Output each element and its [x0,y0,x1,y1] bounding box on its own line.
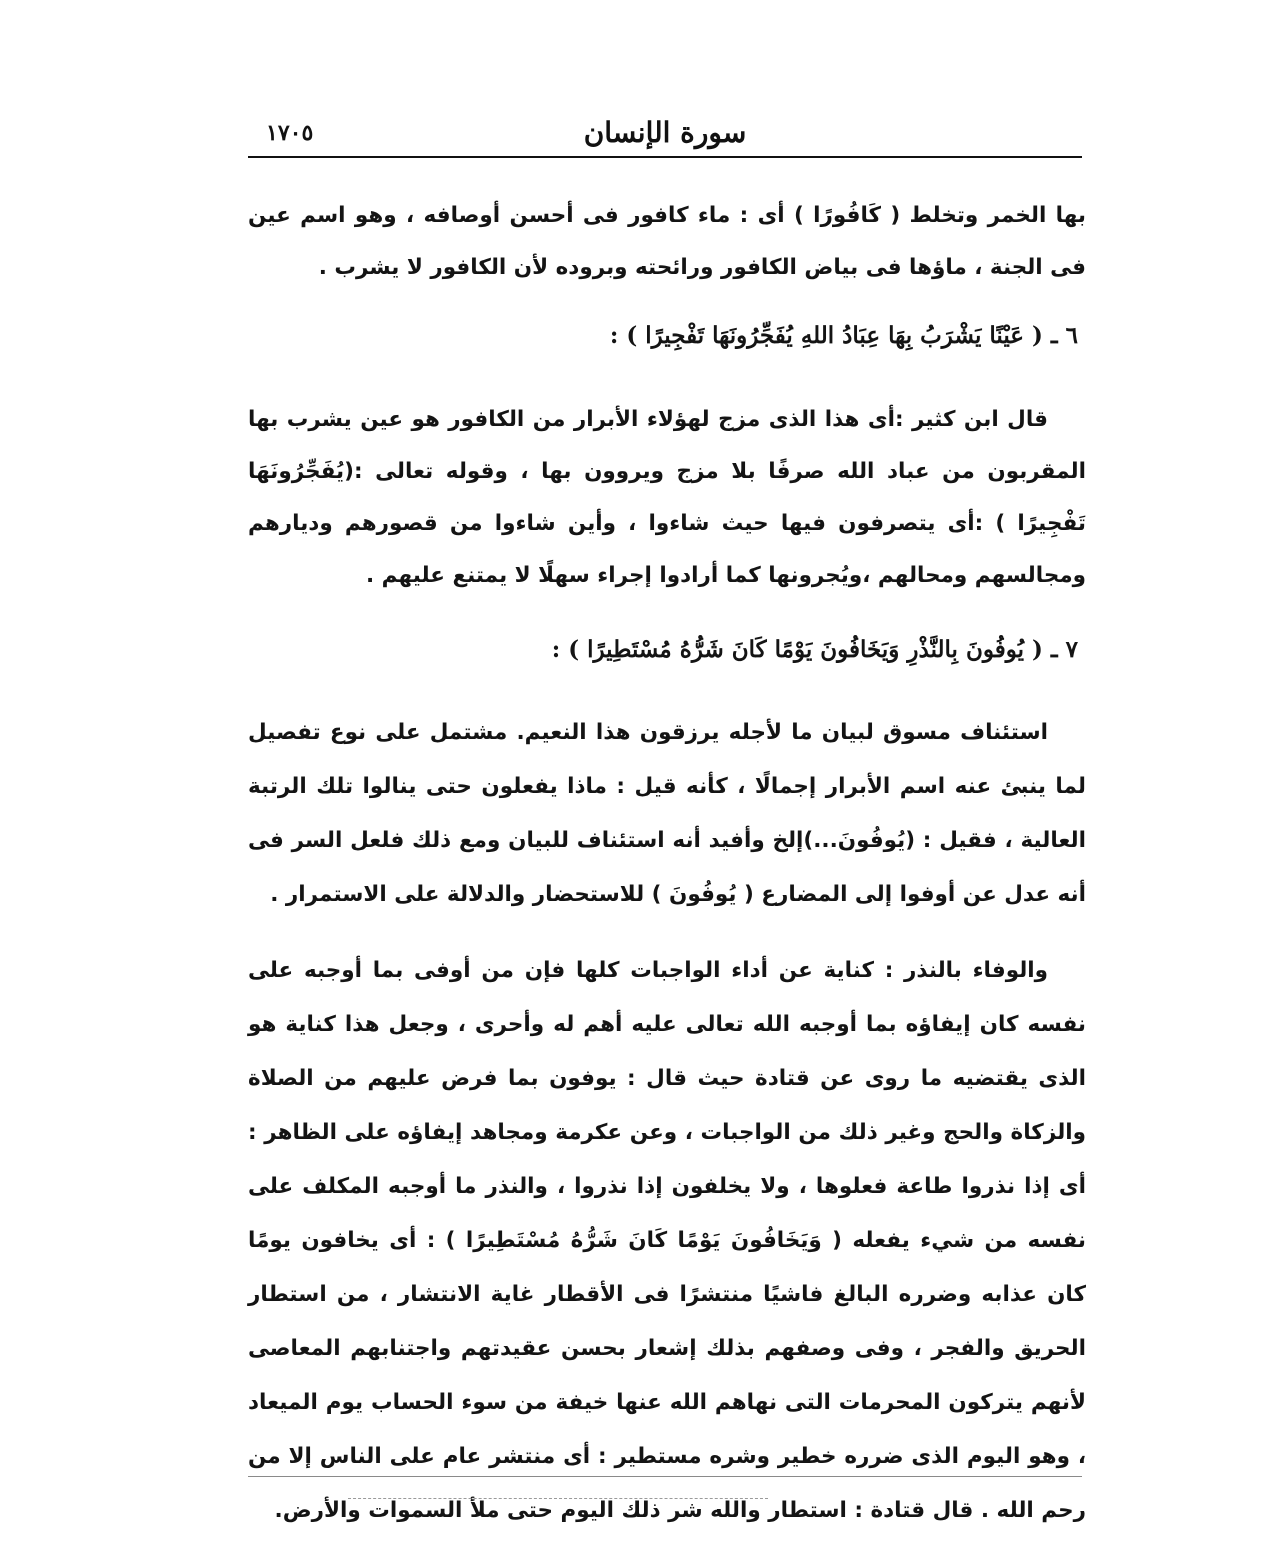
paragraph-kafur: بها الخمر وتخلط ( كَافُورًا ) أى : ماء كافور فى أحسن أوصافه ، وهو اسم عين فى الجنة ، ماؤها فى بياض الكافور ورائحته وبروده لأن الكافور لا يشرب . [248,203,1086,280]
page-footer [248,1476,1082,1506]
surah-title: سورة الإنسان [583,116,747,149]
verse-6: ٦ ـ ( عَيْنًا يَشْرَبُ بِهَا عِبَادُ اللهِ يُفَجِّرُونَهَا تَفْجِيرًا ) : [609,322,1078,349]
header-divider [248,156,1082,158]
page-number: ١٧٠٥ [266,120,314,146]
page-header [248,112,1082,156]
verse-7: ٧ ـ ( يُوفُونَ بِالنَّذْرِ وَيَخَافُونَ يَوْمًا كَانَ شَرُّهُ مُسْتَطِيرًا ) : [551,636,1078,663]
paragraph-istinaf: استئناف مسوق لبيان ما لأجله يرزقون هذا النعيم. مشتمل على نوع تفصيل لما ينبئ عنه اسم الأبرار إجمالًا ، كأنه قيل : ماذا يفعلون حتى ينالوا تلك الرتبة العالية ، فقيل : (يُوفُونَ...)إلخ وأفيد أنه استئناف للبيان ومع ذلك فلعل السر فى أنه عدل عن أوفوا إلى المضارع ( يُوفُونَ ) للاستحضار والدلالة على الاستمرار . [248,720,1086,907]
footer-divider [248,1476,1082,1477]
paragraph-nadhr: والوفاء بالنذر : كناية عن أداء الواجبات كلها فإن من أوفى بما أوجبه على نفسه كان إيفاؤه بما أوجبه الله تعالى عليه أهم له وأحرى ، وجعل هذا كناية هو الذى يقتضيه ما روى عن قتادة حيث قال : يوفون بما فرض عليهم من الصلاة والزكاة والحج وغير ذلك من الواجبات ، وعن عكرمة ومجاهد إيفاؤه على الظاهر : أى إذا نذروا طاعة فعلوها ، ولا يخلفون إذا نذروا ، والنذر ما أوجبه المكلف على نفسه من شيء يفعله ( وَيَخَافُونَ يَوْمًا كَانَ شَرُّهُ مُسْتَطِيرًا ) : أى يخافون يومًا كان عذابه وضرره البالغ فاشيًا منتشرًا فى الأقطار غاية الانتشار ، من استطار الحريق والفجر ، وفى وصفهم بذلك إشعار بحسن عقيدتهم واجتنابهم المعاصى لأنهم يتركون المحرمات التى نهاهم الله عنها خيفة من سوء الحساب يوم الميعاد ، وهو اليوم الذى ضرره خطير وشره مستطير : أى منتشر عام على الناس إلا من رحم الله . قال قتادة : استطار والله شر ذلك اليوم حتى ملأ السموات والأرض. [248,958,1086,1523]
footer-dashed-divider [348,1498,768,1499]
paragraph-ibn-kathir: قال ابن كثير :أى هذا الذى مزج لهؤلاء الأبرار من الكافور هو عين يشرب بها المقربون من عباد الله صرفًا بلا مزج ويروون بها ، وقوله تعالى :(يُفَجِّرُونَهَا تَفْجِيرًا ) :أى يتصرفون فيها حيث شاءوا ، وأين شاءوا من قصورهم ودیارهم ومجالسهم ومحالهم ،ويُجرونها كما أرادوا إجراء سهلًا لا يمتنع عليهم . [248,407,1086,588]
